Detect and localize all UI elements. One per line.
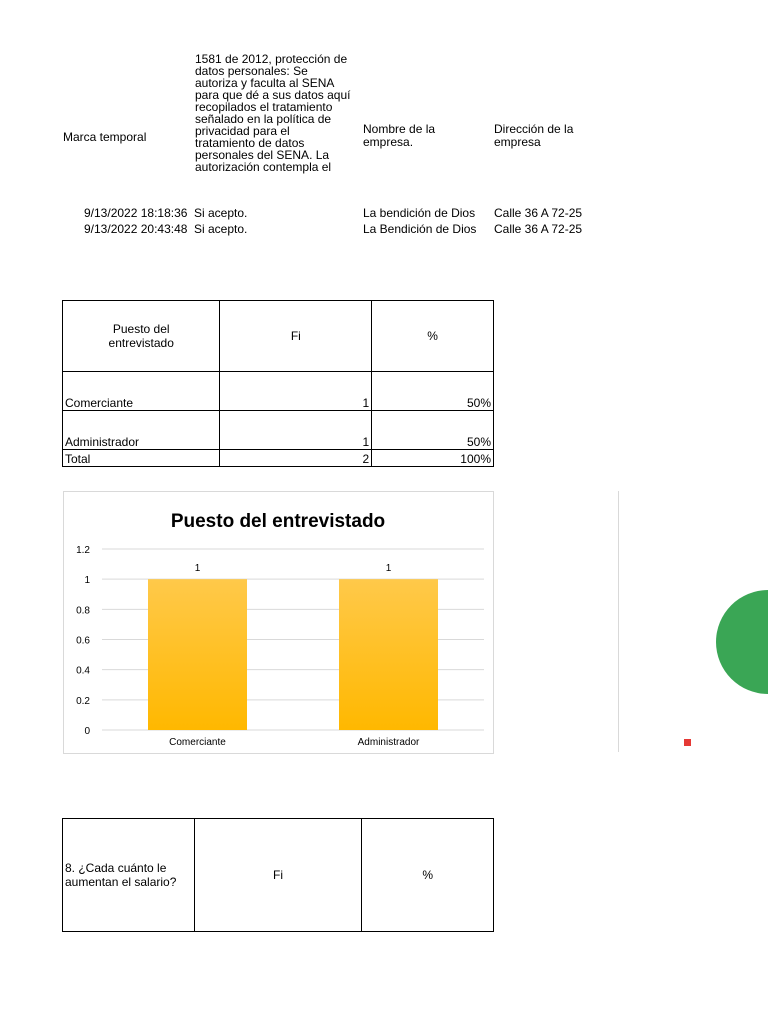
consent-line: privacidad para el	[195, 124, 290, 138]
header-company-address-line: empresa	[494, 135, 541, 149]
x-tick-label: Comerciante	[169, 737, 226, 748]
row-pct: 50%	[372, 411, 494, 450]
row-label: Administrador	[63, 411, 220, 450]
header-company-address-line: Dirección de la	[494, 122, 574, 136]
row-pct: 100%	[372, 450, 494, 467]
bar	[339, 579, 438, 730]
table-row	[63, 372, 494, 411]
row-company: La Bendición de Dios	[363, 222, 477, 236]
x-tick-label: Administrador	[357, 737, 420, 748]
data-label: 1	[194, 563, 201, 575]
partial-chart-frame	[618, 491, 621, 752]
frequency-table-salary	[62, 818, 494, 932]
green-shape	[752, 590, 768, 694]
y-tick-label: 0.6	[76, 635, 90, 647]
consent-line: personales del SENA. La	[195, 148, 330, 162]
header-company-name-line: Nombre de la	[363, 122, 436, 136]
consent-line: 1581 de 2012, protección de	[195, 52, 348, 66]
frequency-table-position	[62, 300, 494, 467]
column-header-pct: %	[372, 301, 494, 372]
header-consent	[195, 53, 365, 173]
row-label: Total	[63, 450, 220, 467]
red-marker	[684, 739, 691, 746]
table-row-total	[63, 450, 494, 467]
row-timestamp: 9/13/2022 20:43:48	[84, 222, 188, 236]
y-tick-label: 1.2	[76, 545, 90, 556]
table-row	[63, 411, 494, 450]
row-pct: 50%	[372, 372, 494, 411]
consent-line: autoriza y faculta al SENA	[195, 76, 335, 90]
column-header-fi: Fi	[194, 819, 362, 932]
header-company-name	[363, 123, 435, 149]
header-company-address	[494, 123, 573, 149]
row-consent: Si acepto.	[194, 206, 248, 220]
bar	[148, 579, 247, 730]
y-tick-label: 0.2	[76, 695, 90, 707]
column-header-pct: %	[362, 819, 494, 932]
row-label: Comerciante	[63, 372, 220, 411]
bar-chart-svg	[64, 492, 493, 753]
chart-title: Puesto del entrevistado	[170, 511, 386, 532]
bar-chart	[63, 491, 494, 754]
row-address: Calle 36 A 72-25	[494, 206, 583, 220]
row-fi: 1	[220, 411, 372, 450]
header-timestamp: Marca temporal	[63, 130, 147, 144]
table-header-row	[63, 819, 494, 932]
consent-line: para que dé a sus datos aquí	[195, 88, 351, 102]
row-consent: Si acepto.	[194, 222, 248, 236]
column-header-question: 8. ¿Cada cuánto le aumentan el salario?	[63, 819, 195, 932]
table-header-row	[63, 301, 494, 372]
consent-line: señalado en la política de	[195, 112, 332, 126]
y-tick-label: 0.8	[76, 605, 90, 617]
row-timestamp: 9/13/2022 18:18:36	[84, 206, 188, 220]
header-company-name-line: empresa.	[363, 135, 414, 149]
data-label: 1	[385, 563, 392, 575]
consent-line: datos personales: Se	[195, 64, 308, 78]
row-company: La bendición de Dios	[363, 206, 476, 220]
consent-line: recopilados el tratamiento	[195, 100, 333, 114]
y-tick-label: 0	[84, 726, 90, 737]
consent-line: tratamiento de datos	[195, 136, 305, 150]
row-address: Calle 36 A 72-25	[494, 222, 583, 236]
header-consent-clip	[195, 52, 365, 202]
row-fi: 1	[220, 372, 372, 411]
column-header-question: Puesto del entrevistado	[63, 301, 220, 372]
column-header-fi: Fi	[220, 301, 372, 372]
row-fi: 2	[220, 450, 372, 467]
y-tick-label: 1	[84, 575, 90, 587]
consent-line: autorización contempla el	[195, 160, 332, 174]
y-tick-label: 0.4	[76, 665, 90, 677]
